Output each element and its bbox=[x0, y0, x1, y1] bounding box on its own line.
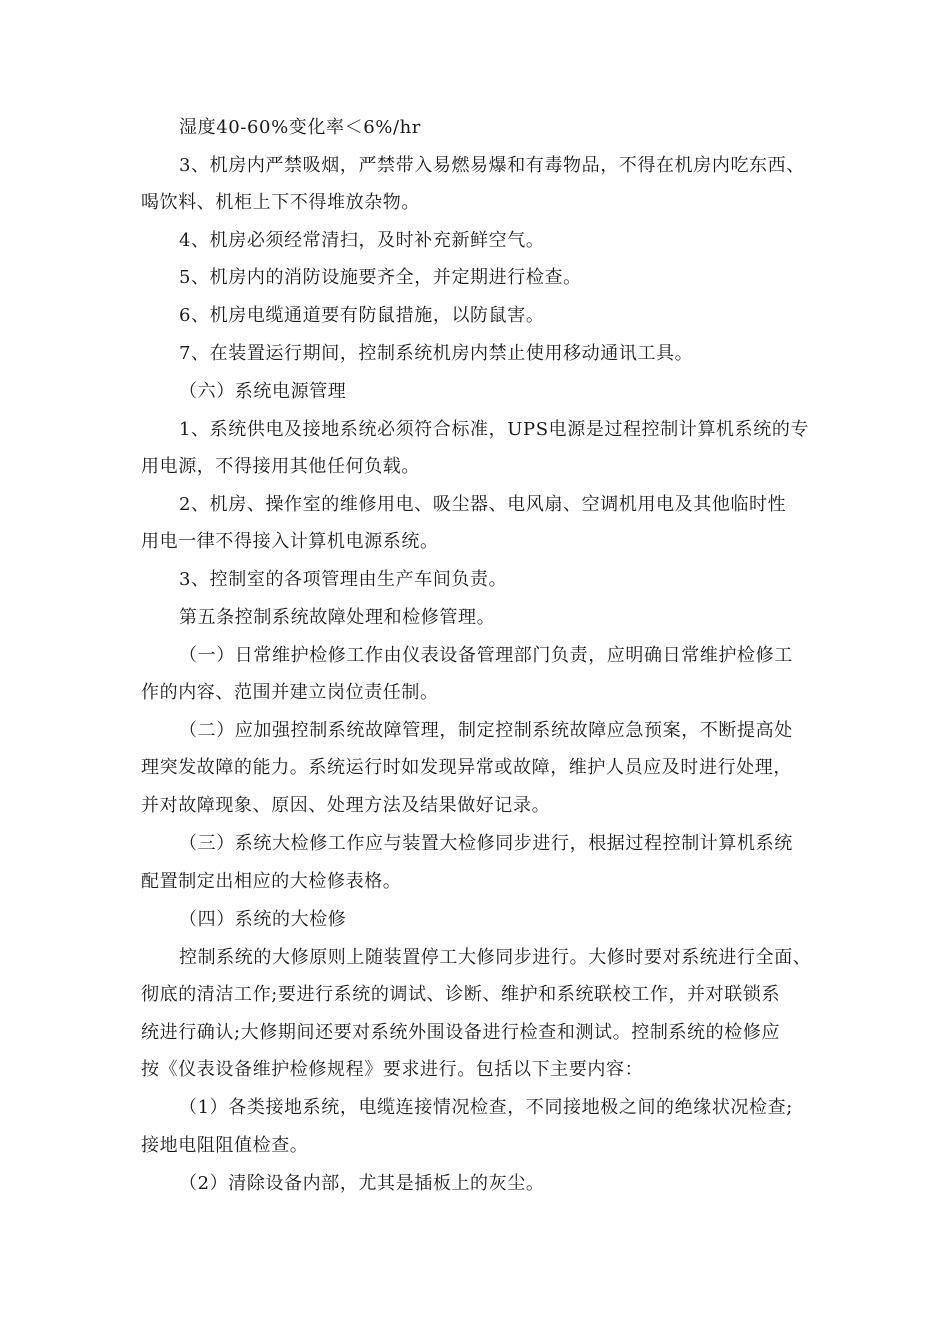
text-line: （一）日常维护检修工作由仪表设备管理部门负责，应明确日常维护检修工 bbox=[179, 645, 793, 666]
text-line: 3、控制室的各项管理由生产车间负责。 bbox=[179, 569, 508, 590]
text-line: 统进行确认;大修期间还要对系统外围设备进行检查和测试。控制系统的检修应 bbox=[141, 1022, 781, 1043]
text-line: 接地电阻阻值检查。 bbox=[141, 1135, 309, 1156]
text-line: 喝饮料、机柜上下不得堆放杂物。 bbox=[141, 192, 420, 213]
text-line: 1、系统供电及接地系统必须符合标准，UPS电源是过程控制计算机系统的专 bbox=[179, 419, 810, 440]
text-line: 彻底的清洁工作;要进行系统的调试、诊断、维护和系统联校工作，并对联锁系 bbox=[141, 984, 781, 1005]
text-line: 并对故障现象、原因、处理方法及结果做好记录。 bbox=[141, 795, 551, 816]
text-line: （二）应加强控制系统故障管理，制定控制系统故障应急预案，不断提高处 bbox=[179, 720, 793, 741]
text-line: （1）各类接地系统，电缆连接情况检查，不同接地极之间的绝缘状况检查; bbox=[179, 1097, 793, 1118]
text-line: （2）清除设备内部，尤其是插板上的灰尘。 bbox=[179, 1173, 545, 1194]
text-line: 用电源，不得接用其他任何负载。 bbox=[141, 456, 420, 477]
text-line: 湿度40-60%变化率＜6%/hr bbox=[179, 117, 422, 138]
text-line: 作的内容、范围并建立岗位责任制。 bbox=[141, 682, 439, 703]
text-line: 配置制定出相应的大检修表格。 bbox=[141, 871, 402, 892]
text-line: 2、机房、操作室的维修用电、吸尘器、电风扇、空调机用电及其他临时性 bbox=[179, 494, 787, 515]
section-heading: （六）系统电源管理 bbox=[179, 381, 347, 402]
text-line: 6、机房电缆通道要有防鼠措施，以防鼠害。 bbox=[179, 305, 545, 326]
text-line: 4、机房必须经常清扫，及时补充新鲜空气。 bbox=[179, 230, 545, 251]
section-heading: （四）系统的大检修 bbox=[179, 909, 347, 930]
text-line: 5、机房内的消防设施要齐全，并定期进行检查。 bbox=[179, 267, 582, 288]
text-line: （三）系统大检修工作应与装置大检修同步进行，根据过程控制计算机系统 bbox=[179, 833, 793, 854]
text-line: 控制系统的大修原则上随装置停工大修同步进行。大修时要对系统进行全面、 bbox=[179, 947, 812, 968]
text-line: 理突发故障的能力。系统运行时如发现异常或故障，维护人员应及时进行处理， bbox=[141, 757, 792, 778]
article-heading: 第五条控制系统故障处理和检修管理。 bbox=[179, 607, 496, 628]
text-line: 3、机房内严禁吸烟，严禁带入易燃易爆和有毒物品，不得在机房内吃东西、 bbox=[179, 155, 805, 176]
text-line: 按《仪表设备维护检修规程》要求进行。包括以下主要内容： bbox=[141, 1059, 644, 1080]
text-line: 用电一律不得接入计算机电源系统。 bbox=[141, 531, 439, 552]
text-line: 7、在装置运行期间，控制系统机房内禁止使用移动通讯工具。 bbox=[179, 343, 694, 364]
